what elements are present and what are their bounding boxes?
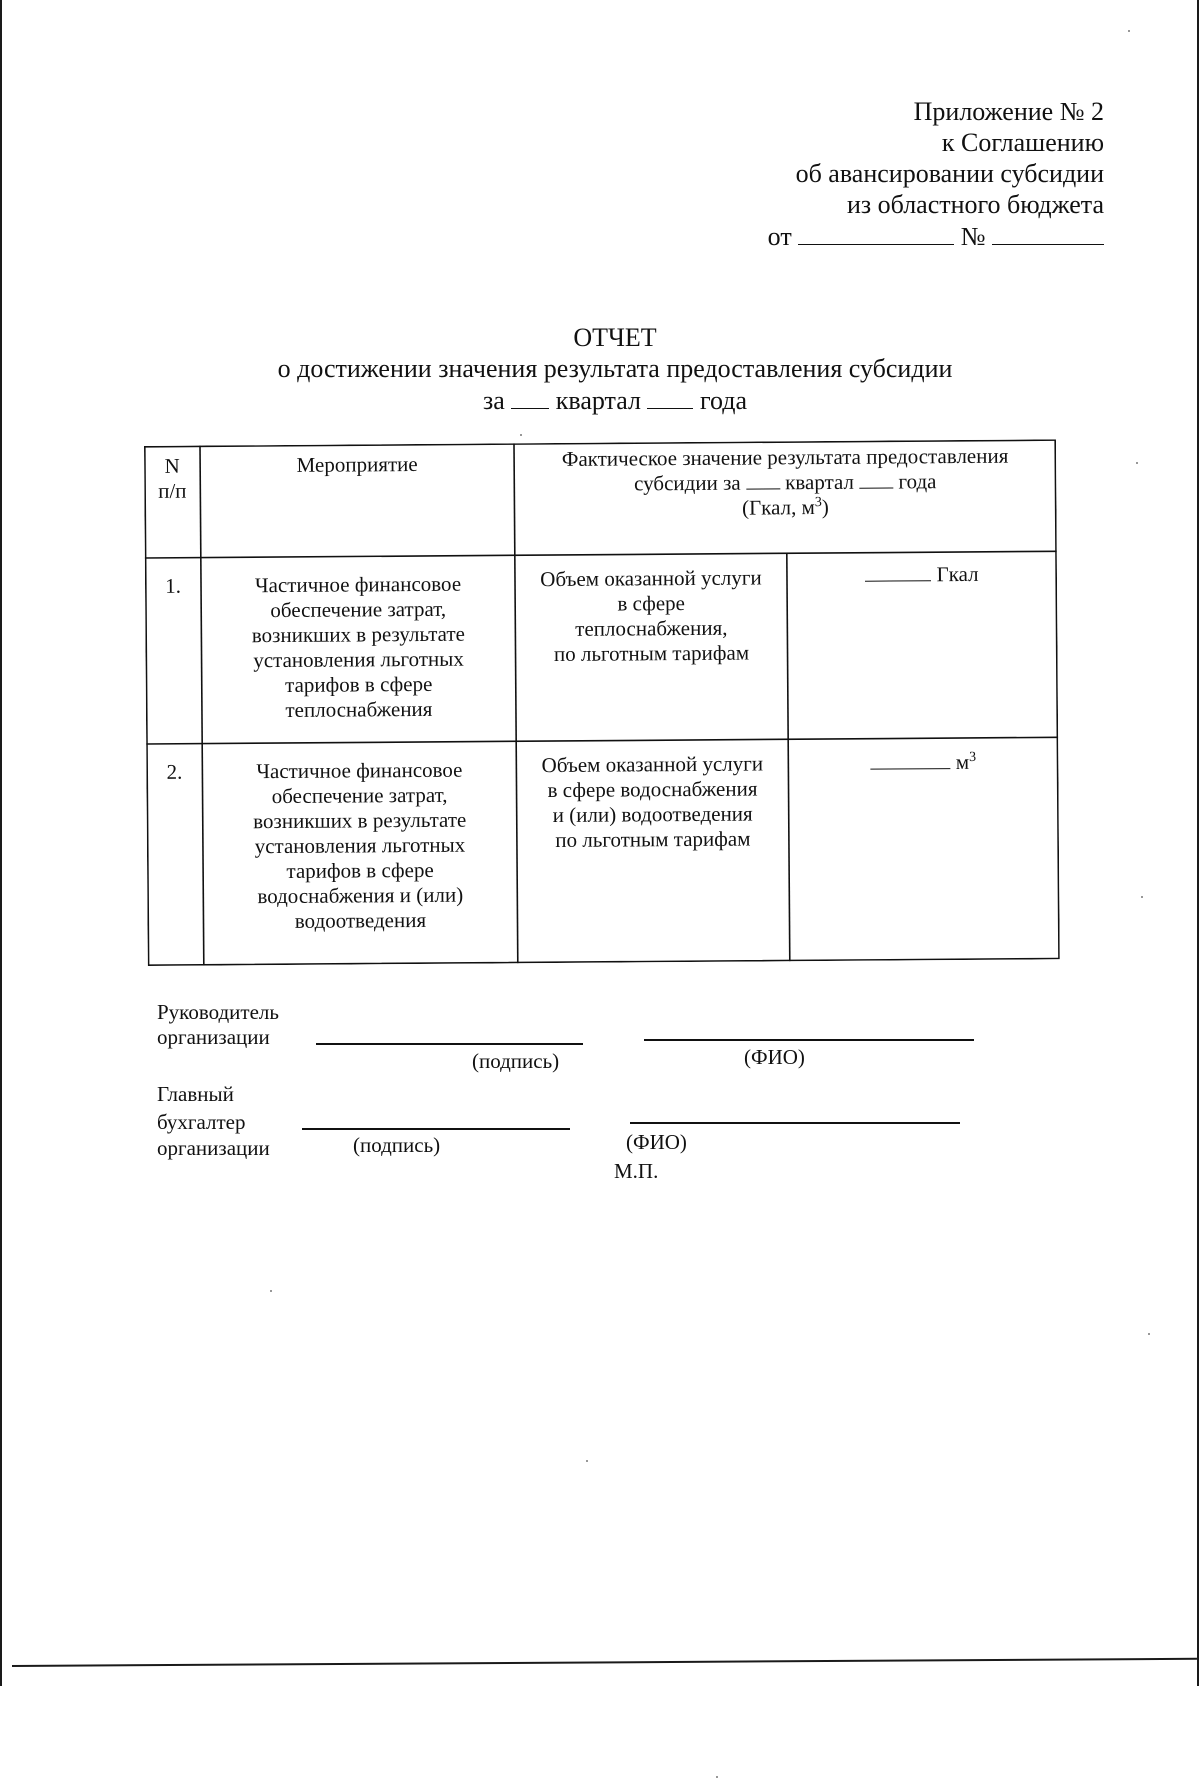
row-1-event [201, 571, 516, 723]
row-1-event-line: обеспечение затрат, [270, 596, 447, 623]
header-unit-sup: 3 [814, 495, 822, 511]
row-1-indicator-line: по льготным тарифам [553, 640, 750, 667]
scan-speck [1148, 1333, 1150, 1335]
row-1-number: 1. [165, 573, 181, 598]
scan-speck [1136, 462, 1138, 464]
date-blank [798, 220, 954, 245]
row-2-event-line: возникших в результате [253, 807, 467, 834]
header-year-blank [859, 470, 893, 489]
row-2-event-line: установления льготных [254, 832, 466, 859]
header-value [514, 443, 1057, 522]
scan-speck [1128, 30, 1130, 32]
page-border-bottom [12, 1658, 1197, 1667]
accountant-label-line-3: организации [157, 1136, 270, 1160]
period-prefix: за [482, 386, 505, 415]
period-year-label: года [699, 386, 748, 415]
head-label-line-1: Руководитель [157, 1000, 279, 1024]
row-2-value-blank [870, 750, 950, 770]
accountant-fio-line [630, 1122, 960, 1124]
row-2-indicator-line: по льготным тарифам [555, 826, 751, 852]
row-1-value-blank [865, 562, 931, 581]
appendix-header [768, 96, 1104, 252]
period-year-blank [647, 384, 693, 409]
report-heading: ОТЧЕТ [573, 323, 657, 352]
date-prefix: от [767, 222, 792, 251]
row-2-event-line: тарифов в сфере [286, 857, 434, 883]
scan-speck [520, 434, 522, 436]
header-unit-prefix: (Гкал, м [741, 495, 815, 520]
row-1-indicator-line: теплоснабжения, [575, 615, 728, 641]
row-1-event-line: возникших в результате [251, 621, 465, 648]
period-quarter-label: квартал [555, 386, 641, 415]
appendix-line-1: Приложение № 2 [913, 97, 1104, 126]
scan-speck [270, 1290, 272, 1292]
row-2-event [202, 757, 517, 934]
header-quarter-blank [746, 470, 780, 489]
row-1-unit: Гкал [936, 561, 979, 587]
accountant-label-line-1: Главный [157, 1082, 234, 1106]
page-border-right [1197, 0, 1199, 1686]
row-2-indicator-line: Объем оказанной услуги [541, 751, 764, 778]
header-number [144, 454, 200, 504]
row-2-number: 2. [166, 759, 183, 784]
header-number-line-1: N [164, 453, 180, 478]
report-period [0, 384, 1200, 416]
row-2-value [788, 749, 1058, 776]
accountant-signature-line [302, 1128, 570, 1130]
header-value-prefix: субсидии за [634, 470, 741, 496]
head-signature-line [316, 1043, 583, 1045]
appendix-date-line [768, 220, 1104, 252]
head-label-line-2: организации [157, 1025, 270, 1049]
scan-speck [1141, 896, 1143, 898]
row-2-indicator-line: и (или) водоотведения [552, 801, 753, 828]
row-2-event-line: Частичное финансовое [256, 757, 463, 784]
header-number-line-2: п/п [158, 478, 187, 503]
number-sign: № [960, 222, 986, 251]
header-value-line-1: Фактическое значение результата предоставления [561, 443, 1009, 471]
appendix-line-4: из областного бюджета [846, 190, 1104, 219]
number-blank [992, 220, 1104, 245]
seal-label: М.П. [614, 1159, 659, 1183]
row-1-event-line: установления льготных [253, 646, 464, 673]
row-1-event-line: теплоснабжения [285, 696, 433, 722]
row-2-event-line: водоснабжения и (или) [257, 882, 464, 909]
report-subtitle: о достижении значения результата предоставления субсидии [277, 354, 953, 383]
scan-speck [586, 1460, 588, 1462]
header-event: Мероприятие [296, 451, 418, 477]
row-2-event-line: обеспечение затрат, [271, 782, 448, 809]
row-2-event-line: водоотведения [294, 907, 427, 933]
page-border-left [0, 0, 2, 1686]
head-fio-caption: (ФИО) [744, 1045, 805, 1069]
row-2-unit: м [955, 749, 970, 775]
appendix-line-2: к Соглашению [941, 128, 1104, 157]
row-1-value [787, 561, 1057, 588]
row-1-indicator-line: в сфере [617, 591, 686, 616]
row-1-event-line: тарифов в сфере [285, 671, 433, 697]
header-unit-suffix: ) [821, 494, 829, 520]
row-1-indicator [515, 565, 788, 667]
row-2-indicator-line: в сфере водоснабжения [547, 776, 758, 803]
accountant-label-line-2: бухгалтер [157, 1110, 246, 1134]
row-2-indicator [516, 751, 789, 853]
head-signature-caption: (подпись) [472, 1049, 560, 1073]
row-1-indicator-line: Объем оказанной услуги [540, 565, 762, 592]
header-value-year: года [898, 469, 937, 494]
row-1-event-line: Частичное финансовое [254, 571, 462, 598]
appendix-line-3: об авансировании субсидии [795, 159, 1104, 188]
header-value-line-3 [516, 493, 1054, 522]
row-2-unit-sup: 3 [969, 749, 977, 765]
accountant-signature-caption: (подпись) [353, 1133, 441, 1157]
header-value-quarter: квартал [785, 469, 855, 495]
report-title [0, 322, 1200, 416]
accountant-fio-caption: (ФИО) [626, 1130, 687, 1154]
head-fio-line [644, 1039, 974, 1041]
report-table [144, 439, 1060, 966]
period-quarter-blank [511, 384, 549, 409]
